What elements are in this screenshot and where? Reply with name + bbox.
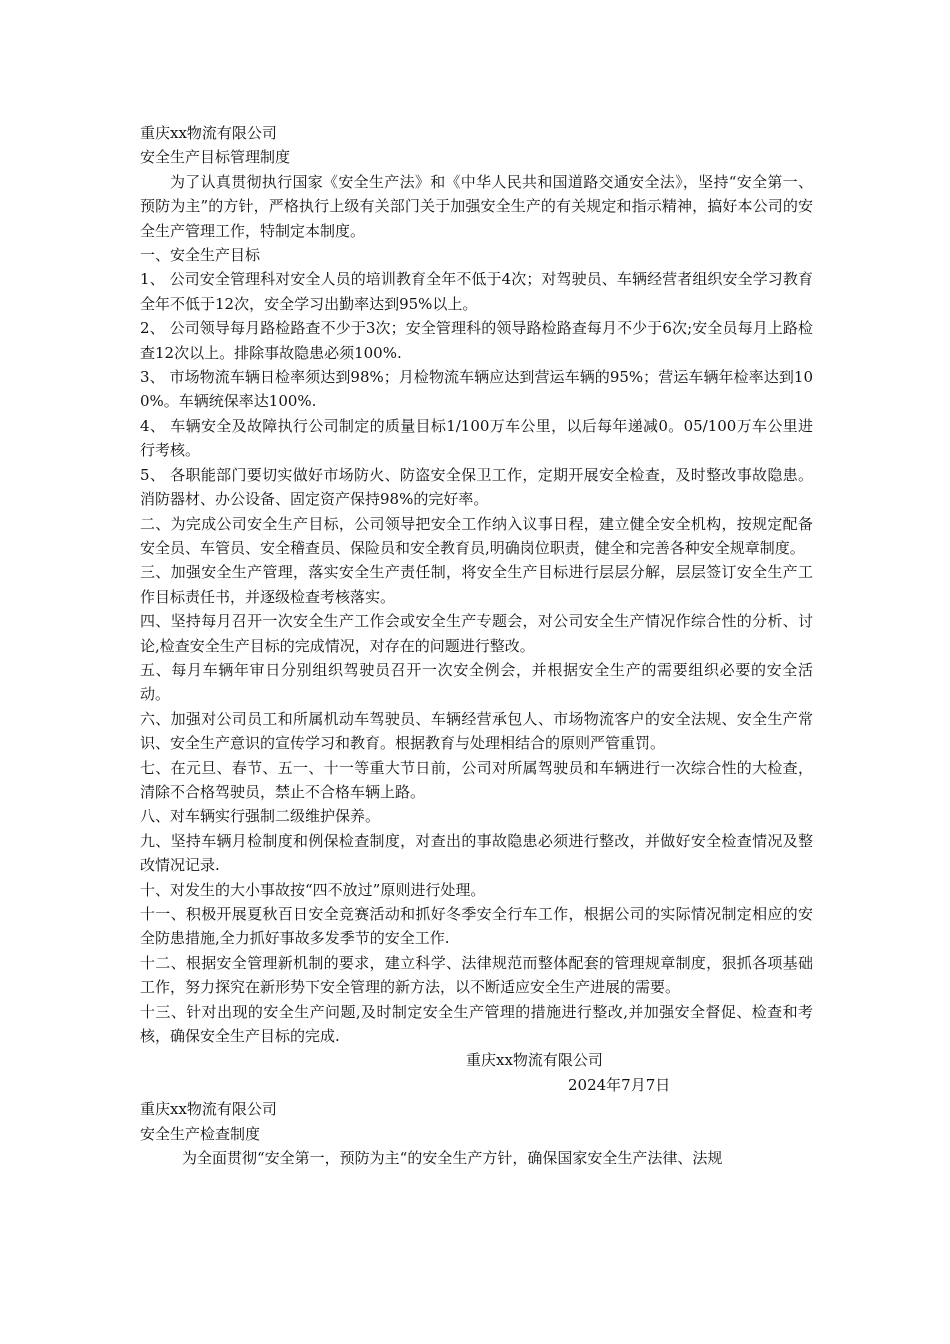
section-10: 十、对发生的大小事故按“四不放过”原则进行处理。	[140, 880, 486, 899]
target-item-4: 4、 车辆安全及故障执行公司制定的质量目标1/100万车公里，以后每年递减0。05/100万车公里进行考核。	[140, 416, 813, 460]
section-8: 八、对车辆实行强制二级维护保养。	[140, 807, 381, 826]
section-7: 七、在元旦、春节、五一、十一等重大节日前，公司对所属驾驶员和车辆进行一次综合性的大检查，清除不合格驾驶员，禁止不合格车辆上路。	[140, 758, 813, 801]
document-title: 安全生产目标管理制度	[140, 148, 291, 167]
section-3: 三、加强安全生产管理，落实安全生产责任制，将安全生产目标进行层层分解，层层签订安全生产工作目标责任书，并逐级检查考核落实。	[140, 563, 813, 606]
section-2: 二、为完成公司安全生产目标，公司领导把安全工作纳入议事日程，建立健全安全机构，按规定配备安全员、车管员、安全稽查员、保险员和安全教育员,明确岗位职责，健全和完善各种安全规章制度。	[140, 514, 813, 557]
target-item-3: 3、 市场物流车辆日检率须达到98%；月检物流车辆应达到营运车辆的95%；营运车辆年检率达到100%。车辆统保率达100%.	[140, 368, 813, 411]
intro-paragraph: 为了认真贯彻执行国家《安全生产法》和《中华人民共和国道路交通安全法》，坚持“安全第一、预防为主”的方针，严格执行上级有关部门关于加强安全生产的有关规定和指示精神，搞好本公司的安全生产管理工作，特制定本制度。	[140, 172, 813, 240]
document-page	[140, 121, 813, 1170]
signature-company: 重庆xx物流有限公司	[466, 1051, 603, 1070]
section-heading: 一、安全生产目标	[140, 246, 261, 265]
target-item-1: 1、 公司安全管理科对安全人员的培训教育全年不低于4次；对驾驶员、车辆经营者组织安全学习教育全年不低于12次，安全学习出勤率达到95%以上。	[140, 270, 813, 313]
section-11: 十一、积极开展夏秋百日安全竞赛活动和抓好冬季安全行车工作，根据公司的实际情况制定相应的安全防患措施,全力抓好事故多发季节的安全工作.	[140, 905, 813, 948]
target-item-2: 2、 公司领导每月路检路查不少于3次；安全管理科的领导路检路查每月不少于6次;安全员每月上路检查12次以上。排除事故隐患必须100%.	[140, 319, 813, 362]
section-5: 五、每月车辆年审日分别组织驾驶员召开一次安全例会，并根据安全生产的需要组织必要的安全活动。	[140, 660, 813, 704]
section-6: 六、加强对公司员工和所属机动车驾驶员、车辆经营承包人、市场物流客户的安全法规、安全生产常识、安全生产意识的宣传学习和教育。根据教育与处理相结合的原则严管重罚。	[140, 709, 813, 753]
section-9: 九、坚持车辆月检制度和例保检查制度，对查出的事故隐患必须进行整改，并做好安全检查情况及整改情况记录.	[140, 831, 813, 875]
company-name-2: 重庆xx物流有限公司	[140, 1100, 277, 1119]
section-12: 十二、根据安全管理新机制的要求，建立科学、法律规范而整体配套的管理规章制度，狠抓各项基础工作，努力探究在新形势下安全管理的新方法，以不断适应安全生产进展的需要。	[140, 953, 813, 997]
section-4: 四、坚持每月召开一次安全生产工作会或安全生产专题会，对公司安全生产情况作综合性的分析、讨论,检查安全生产目标的完成情况，对存在的问题进行整改。	[140, 612, 813, 655]
document-title-2: 安全生产检查制度	[140, 1124, 261, 1143]
signature-date: 2024年7月7日	[568, 1075, 671, 1094]
intro-paragraph-2: 为全面贯彻“安全第一，预防为主“的安全生产方针，确保国家安全生产法律、法规	[182, 1149, 723, 1168]
company-name: 重庆xx物流有限公司	[140, 124, 277, 142]
section-13: 十三、针对出现的安全生产问题,及时制定安全生产管理的措施进行整改,并加强安全督促、检查和考核，确保安全生产目标的完成.	[140, 1002, 813, 1046]
target-item-5: 5、 各职能部门要切实做好市场防火、防盗安全保卫工作，定期开展安全检查，及时整改事故隐患。消防器材、办公设备、固定资产保持98%的完好率。	[140, 465, 813, 509]
